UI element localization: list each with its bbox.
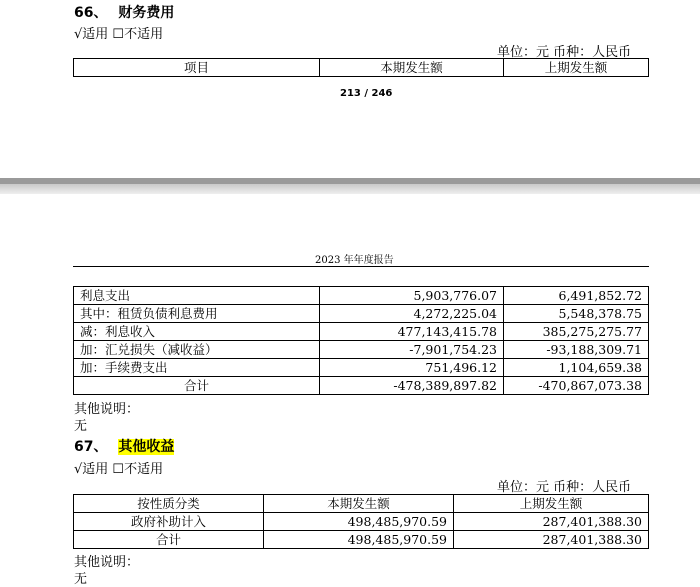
row-label: 加：汇兑损失（减收益） (74, 341, 320, 359)
section-67-heading (74, 436, 174, 456)
section-66-applicability: √适用 ☐不适用 (74, 27, 164, 42)
section-67-table (73, 494, 649, 549)
section-67-title: 其他收益 (118, 439, 175, 455)
row-current: 498,485,970.59 (264, 531, 454, 549)
section-67-applicability: √适用 ☐不适用 (74, 462, 164, 477)
row-label: 减：利息收入 (74, 323, 320, 341)
col-header-item: 项目 (74, 59, 320, 77)
section-66-unit: 单位：元 币种：人民币 (497, 45, 632, 60)
table-row (74, 513, 649, 531)
row-previous: 287,401,388.30 (454, 531, 649, 549)
col-header-category: 按性质分类 (74, 495, 264, 513)
page-break-gap (0, 184, 700, 194)
row-current: 4,272,225.04 (320, 305, 504, 323)
col-header-previous: 上期发生额 (454, 495, 649, 513)
section-66-table (73, 286, 649, 395)
row-current: 5,903,776.07 (320, 287, 504, 305)
section-66-number: 66、 (74, 5, 108, 21)
section-66-other-label: 其他说明： (74, 402, 140, 417)
row-current: 498,485,970.59 (264, 513, 454, 531)
row-previous: -93,188,309.71 (504, 341, 649, 359)
table-total-row (74, 377, 649, 395)
table-row (74, 323, 649, 341)
row-previous: 6,491,852.72 (504, 287, 649, 305)
section-67-other-label: 其他说明： (74, 555, 140, 570)
row-previous: 385,275,275.77 (504, 323, 649, 341)
row-current: -478,389,897.82 (320, 377, 504, 395)
row-label: 其中：租赁负债利息费用 (74, 305, 320, 323)
section-67-unit: 单位：元 币种：人民币 (497, 480, 632, 495)
table-row (74, 287, 649, 305)
row-previous: 1,104,659.38 (504, 359, 649, 377)
col-header-previous: 上期发生额 (504, 59, 649, 77)
row-label: 利息支出 (74, 287, 320, 305)
header-rule (73, 266, 649, 267)
section-66-table-header (73, 58, 649, 77)
row-label: 合计 (74, 531, 264, 549)
table-row (74, 341, 649, 359)
table-row (74, 305, 649, 323)
row-current: 477,143,415.78 (320, 323, 504, 341)
col-header-current: 本期发生额 (264, 495, 454, 513)
page-number: 213 / 246 (340, 88, 393, 99)
row-previous: 287,401,388.30 (454, 513, 649, 531)
section-67-number: 67、 (74, 439, 108, 455)
section-66-title: 财务费用 (118, 5, 175, 21)
row-current: -7,901,754.23 (320, 341, 504, 359)
row-current: 751,496.12 (320, 359, 504, 377)
row-label: 合计 (74, 377, 320, 395)
report-header: 2023 年年度报告 (315, 255, 394, 266)
row-label: 政府补助计入 (74, 513, 264, 531)
table-total-row (74, 531, 649, 549)
row-previous: -470,867,073.38 (504, 377, 649, 395)
row-label: 加：手续费支出 (74, 359, 320, 377)
section-66-heading (74, 2, 174, 22)
section-67-other-value: 无 (74, 572, 88, 587)
section-66-other-value: 无 (74, 419, 88, 434)
row-previous: 5,548,378.75 (504, 305, 649, 323)
col-header-current: 本期发生额 (320, 59, 504, 77)
table-row (74, 359, 649, 377)
